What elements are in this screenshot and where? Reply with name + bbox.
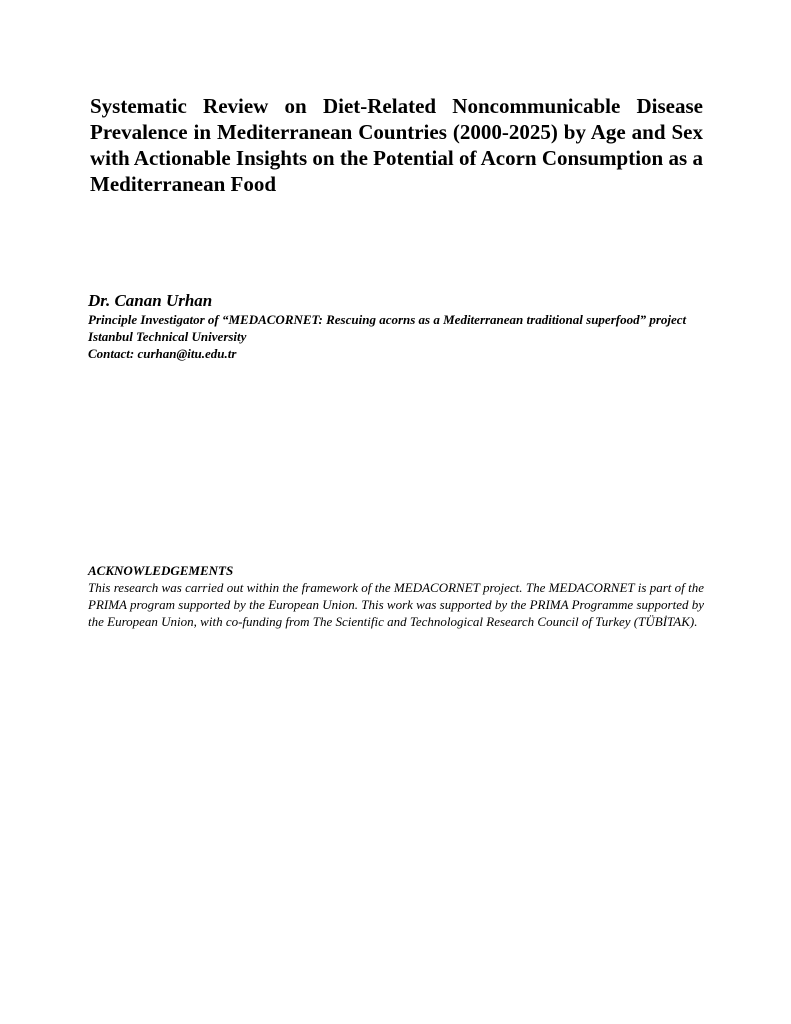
author-name: Dr. Canan Urhan bbox=[88, 291, 213, 310]
acknowledgements-body: This research was carried out within the framework of the MEDACORNET project. The MEDACORNET is part of the PRIMA program supported by the European Union. This work was supported by the PRIMA Programme supported by the European Union, with co-funding from The Scientific and Technological Research Council of Turkey (TÜBİTAK). bbox=[88, 580, 704, 629]
author-contact: Contact: curhan@itu.edu.tr bbox=[88, 346, 237, 361]
paper-title: Systematic Review on Diet-Related Noncommunicable Disease Prevalence in Mediterranean Countries (2000-2025) by Age and Sex with Actionable Insights on the Potential of Acorn Consumption as a Mediterranean Food bbox=[90, 94, 703, 196]
acknowledgements-section bbox=[88, 562, 704, 630]
author-block bbox=[88, 290, 704, 362]
acknowledgements-heading: ACKNOWLEDGEMENTS bbox=[88, 563, 234, 578]
author-affiliation: Istanbul Technical University bbox=[88, 329, 247, 344]
author-role: Principle Investigator of “MEDACORNET: Rescuing acorns as a Mediterranean traditional superfood” project bbox=[88, 312, 687, 327]
